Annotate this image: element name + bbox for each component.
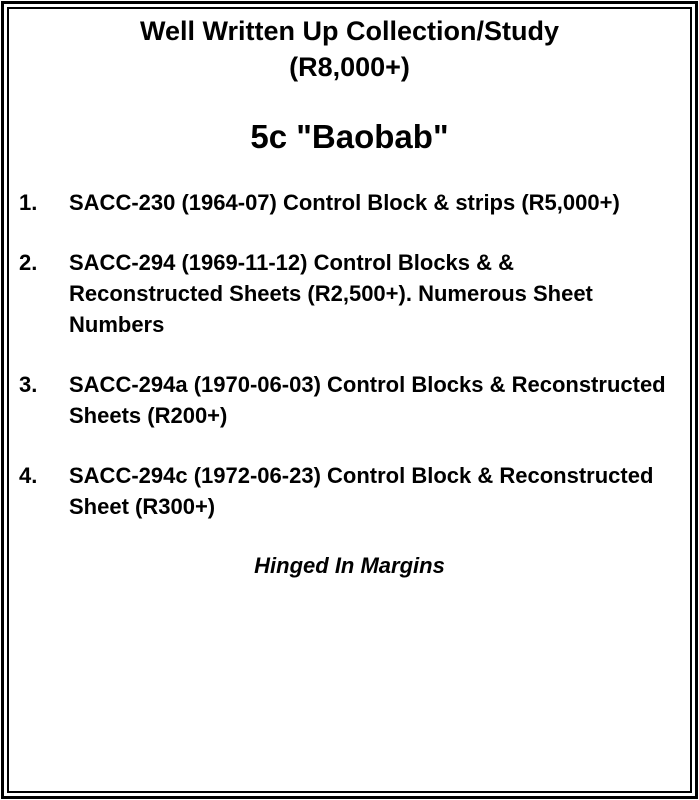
item-number: 3. (19, 372, 38, 397)
outer-border (1, 1, 698, 799)
list-item (9, 460, 690, 522)
collection-price: (R8,000+) (289, 52, 410, 82)
item-number: 2. (19, 250, 38, 275)
item-number: 4. (19, 463, 38, 488)
document-panel (7, 7, 692, 793)
item-number: 1. (19, 190, 38, 215)
item-text: SACC-230 (1964-07) Control Block & strips (R5,000+) (69, 190, 620, 215)
page-title: Well Written Up Collection/Study (139, 16, 559, 46)
item-text: SACC-294a (1970-06-03) Control Blocks & Reconstructed Sheets (R200+) (69, 372, 666, 428)
list-item (9, 369, 690, 431)
item-text: SACC-294 (1969-11-12) Control Blocks & & Reconstructed Sheets (R2,500+). Numerous Sheet Numbers (69, 250, 593, 337)
item-text: SACC-294c (1972-06-23) Control Block & Reconstructed Sheet (R300+) (69, 463, 654, 519)
stamp-heading: 5c "Baobab" (250, 118, 449, 155)
list-item (9, 187, 690, 218)
footer-note: Hinged In Margins (254, 553, 445, 578)
item-list (9, 187, 690, 522)
list-item (9, 247, 690, 340)
